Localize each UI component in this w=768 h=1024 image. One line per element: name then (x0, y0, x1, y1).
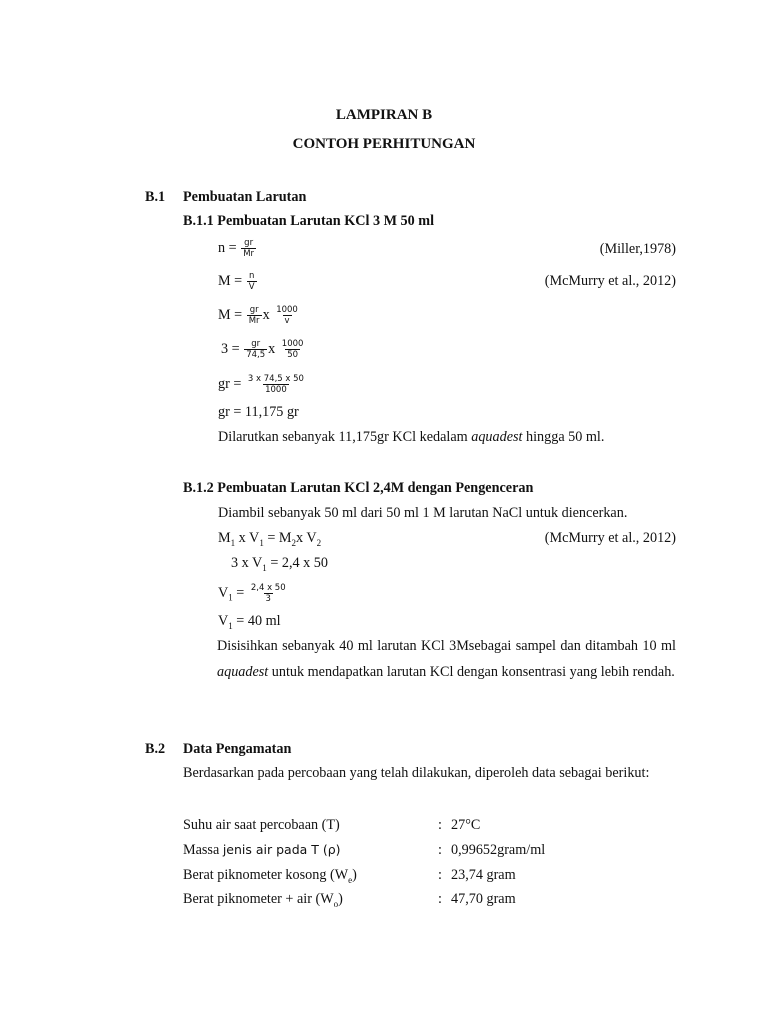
operator: x (262, 306, 270, 323)
para-text-end: untuk mendapatkan larutan KCl dengan konsentrasi yang lebih rendah. (268, 664, 675, 681)
fraction-numerator: n (248, 271, 255, 281)
eq-part: M (218, 530, 231, 546)
para-text: Disisihkan sebanyak 40 ml larutan KCl 3Msebagai sampel dan ditambah 10 ml (217, 638, 676, 654)
fraction-denominator: 74,5 (246, 350, 266, 360)
data-row-value: 0,99652gram/ml (451, 842, 546, 858)
eq-part: 3 x V (231, 555, 263, 571)
equation-gr-result: gr = 11,175 gr (218, 404, 299, 420)
operator: x (268, 340, 276, 357)
data-row-colon: : (438, 891, 442, 907)
eq-part: x V (235, 530, 260, 546)
label-text: Berat piknometer kosong (W (183, 867, 349, 883)
equation-v1-result (218, 612, 281, 635)
equation-lhs: gr = (218, 375, 242, 392)
eq-part: x V (296, 530, 317, 546)
note-italic: aquadest (471, 429, 523, 445)
subsection-heading-b12: B.1.2 Pembuatan Larutan KCl 2,4M dengan Pengenceran (183, 480, 534, 496)
label-text: Massa (183, 842, 223, 858)
fraction-numerator: gr (249, 305, 259, 315)
equation-n (218, 238, 257, 259)
eq-sub: 1 (230, 537, 236, 548)
page-title: LAMPIRAN B (335, 107, 433, 123)
note-text: Dilarutkan sebanyak 11,175gr KCl kedalam (218, 429, 472, 445)
fraction-numerator: gr (244, 238, 254, 248)
eq-sub: 1 (259, 537, 264, 548)
equation-gr (218, 374, 307, 395)
equation-m-expanded (218, 305, 301, 326)
section-number-b2: B.2 (145, 741, 166, 757)
dilution-paragraph (217, 633, 676, 686)
data-row-value: 27°C (451, 817, 481, 833)
equation-lhs: M = (218, 306, 243, 323)
eq-sub: 1 (262, 562, 267, 573)
page-subtitle: CONTOH PERHITUNGAN (292, 136, 476, 152)
fraction-denominator: Mr (248, 316, 260, 326)
label-sub: o (333, 898, 339, 909)
observation-intro: Berdasarkan pada percobaan yang telah dilakukan, diperoleh data sebagai berikut: (183, 765, 650, 781)
fraction-denominator: v (284, 316, 290, 326)
equation-lhs: n = (218, 239, 237, 256)
data-row-label (183, 816, 340, 834)
dilution-intro: Diambil sebanyak 50 ml dari 50 ml 1 M larutan NaCl untuk diencerkan. (218, 505, 628, 521)
reference-mcmurry-2: (McMurry et al., 2012) (544, 530, 676, 546)
data-row-colon: : (438, 842, 442, 858)
subsection-heading-b11: B.1.1 Pembuatan Larutan KCl 3 M 50 ml (183, 213, 435, 229)
section-heading-b1: Pembuatan Larutan (183, 189, 307, 205)
data-row-value: 47,70 gram (451, 891, 516, 907)
reference-mcmurry: (McMurry et al., 2012) (544, 273, 676, 289)
label-text-end: ) (338, 891, 343, 907)
eq-sub: 2 (316, 537, 322, 548)
eq-part: V (218, 613, 229, 629)
eq-part: = 40 ml (232, 613, 281, 629)
dissolution-note (218, 428, 604, 446)
fraction-denominator: Mr (243, 249, 255, 259)
fraction-denominator: V (248, 282, 255, 292)
fraction-numerator: gr (251, 339, 261, 349)
equation-lhs: M = (218, 272, 243, 289)
eq-sub: 2 (291, 537, 297, 548)
equation-v1-fraction (218, 583, 289, 607)
label-sub: e (348, 874, 353, 885)
data-row-label (183, 866, 357, 889)
equation-3 (221, 339, 306, 360)
para-italic: aquadest (217, 664, 269, 681)
eq-sub: 1 (228, 592, 233, 603)
data-row-value: 23,74 gram (451, 867, 516, 883)
data-row-label (183, 890, 343, 913)
eq-part: V (218, 584, 229, 601)
label-text: Berat piknometer + air (W (183, 891, 334, 907)
eq-part: = 2,4 x 50 (266, 555, 328, 571)
equation-lhs: 3 = (221, 340, 240, 357)
note-text-end: hingga 50 ml. (522, 429, 605, 445)
label-text-alt-font: jenis air pada T (ρ) (222, 842, 341, 857)
equation-3v1 (231, 554, 328, 577)
fraction-denominator: 1000 (265, 385, 287, 395)
equation-m1v1 (218, 529, 321, 552)
eq-part: = (232, 584, 245, 601)
fraction-numerator: 1000 (276, 305, 298, 315)
section-number-b1: B.1 (145, 189, 166, 205)
fraction-numerator: 2,4 x 50 (250, 583, 286, 593)
data-row-label (183, 841, 341, 859)
equation-m (218, 271, 258, 292)
eq-part: = M (263, 530, 292, 546)
data-row-colon: : (438, 817, 442, 833)
fraction-denominator: 50 (287, 350, 299, 360)
reference-miller: (Miller,1978) (599, 241, 676, 257)
label-text-end: ) (352, 867, 357, 883)
fraction-numerator: 1000 (281, 339, 304, 349)
fraction-denominator: 3 (265, 594, 271, 604)
fraction-numerator: 3 x 74,5 x 50 (247, 374, 304, 384)
label-text: Suhu air saat percobaan (T) (183, 817, 340, 833)
data-row-colon: : (438, 867, 442, 883)
section-heading-b2: Data Pengamatan (183, 741, 292, 757)
eq-sub: 1 (228, 620, 233, 631)
